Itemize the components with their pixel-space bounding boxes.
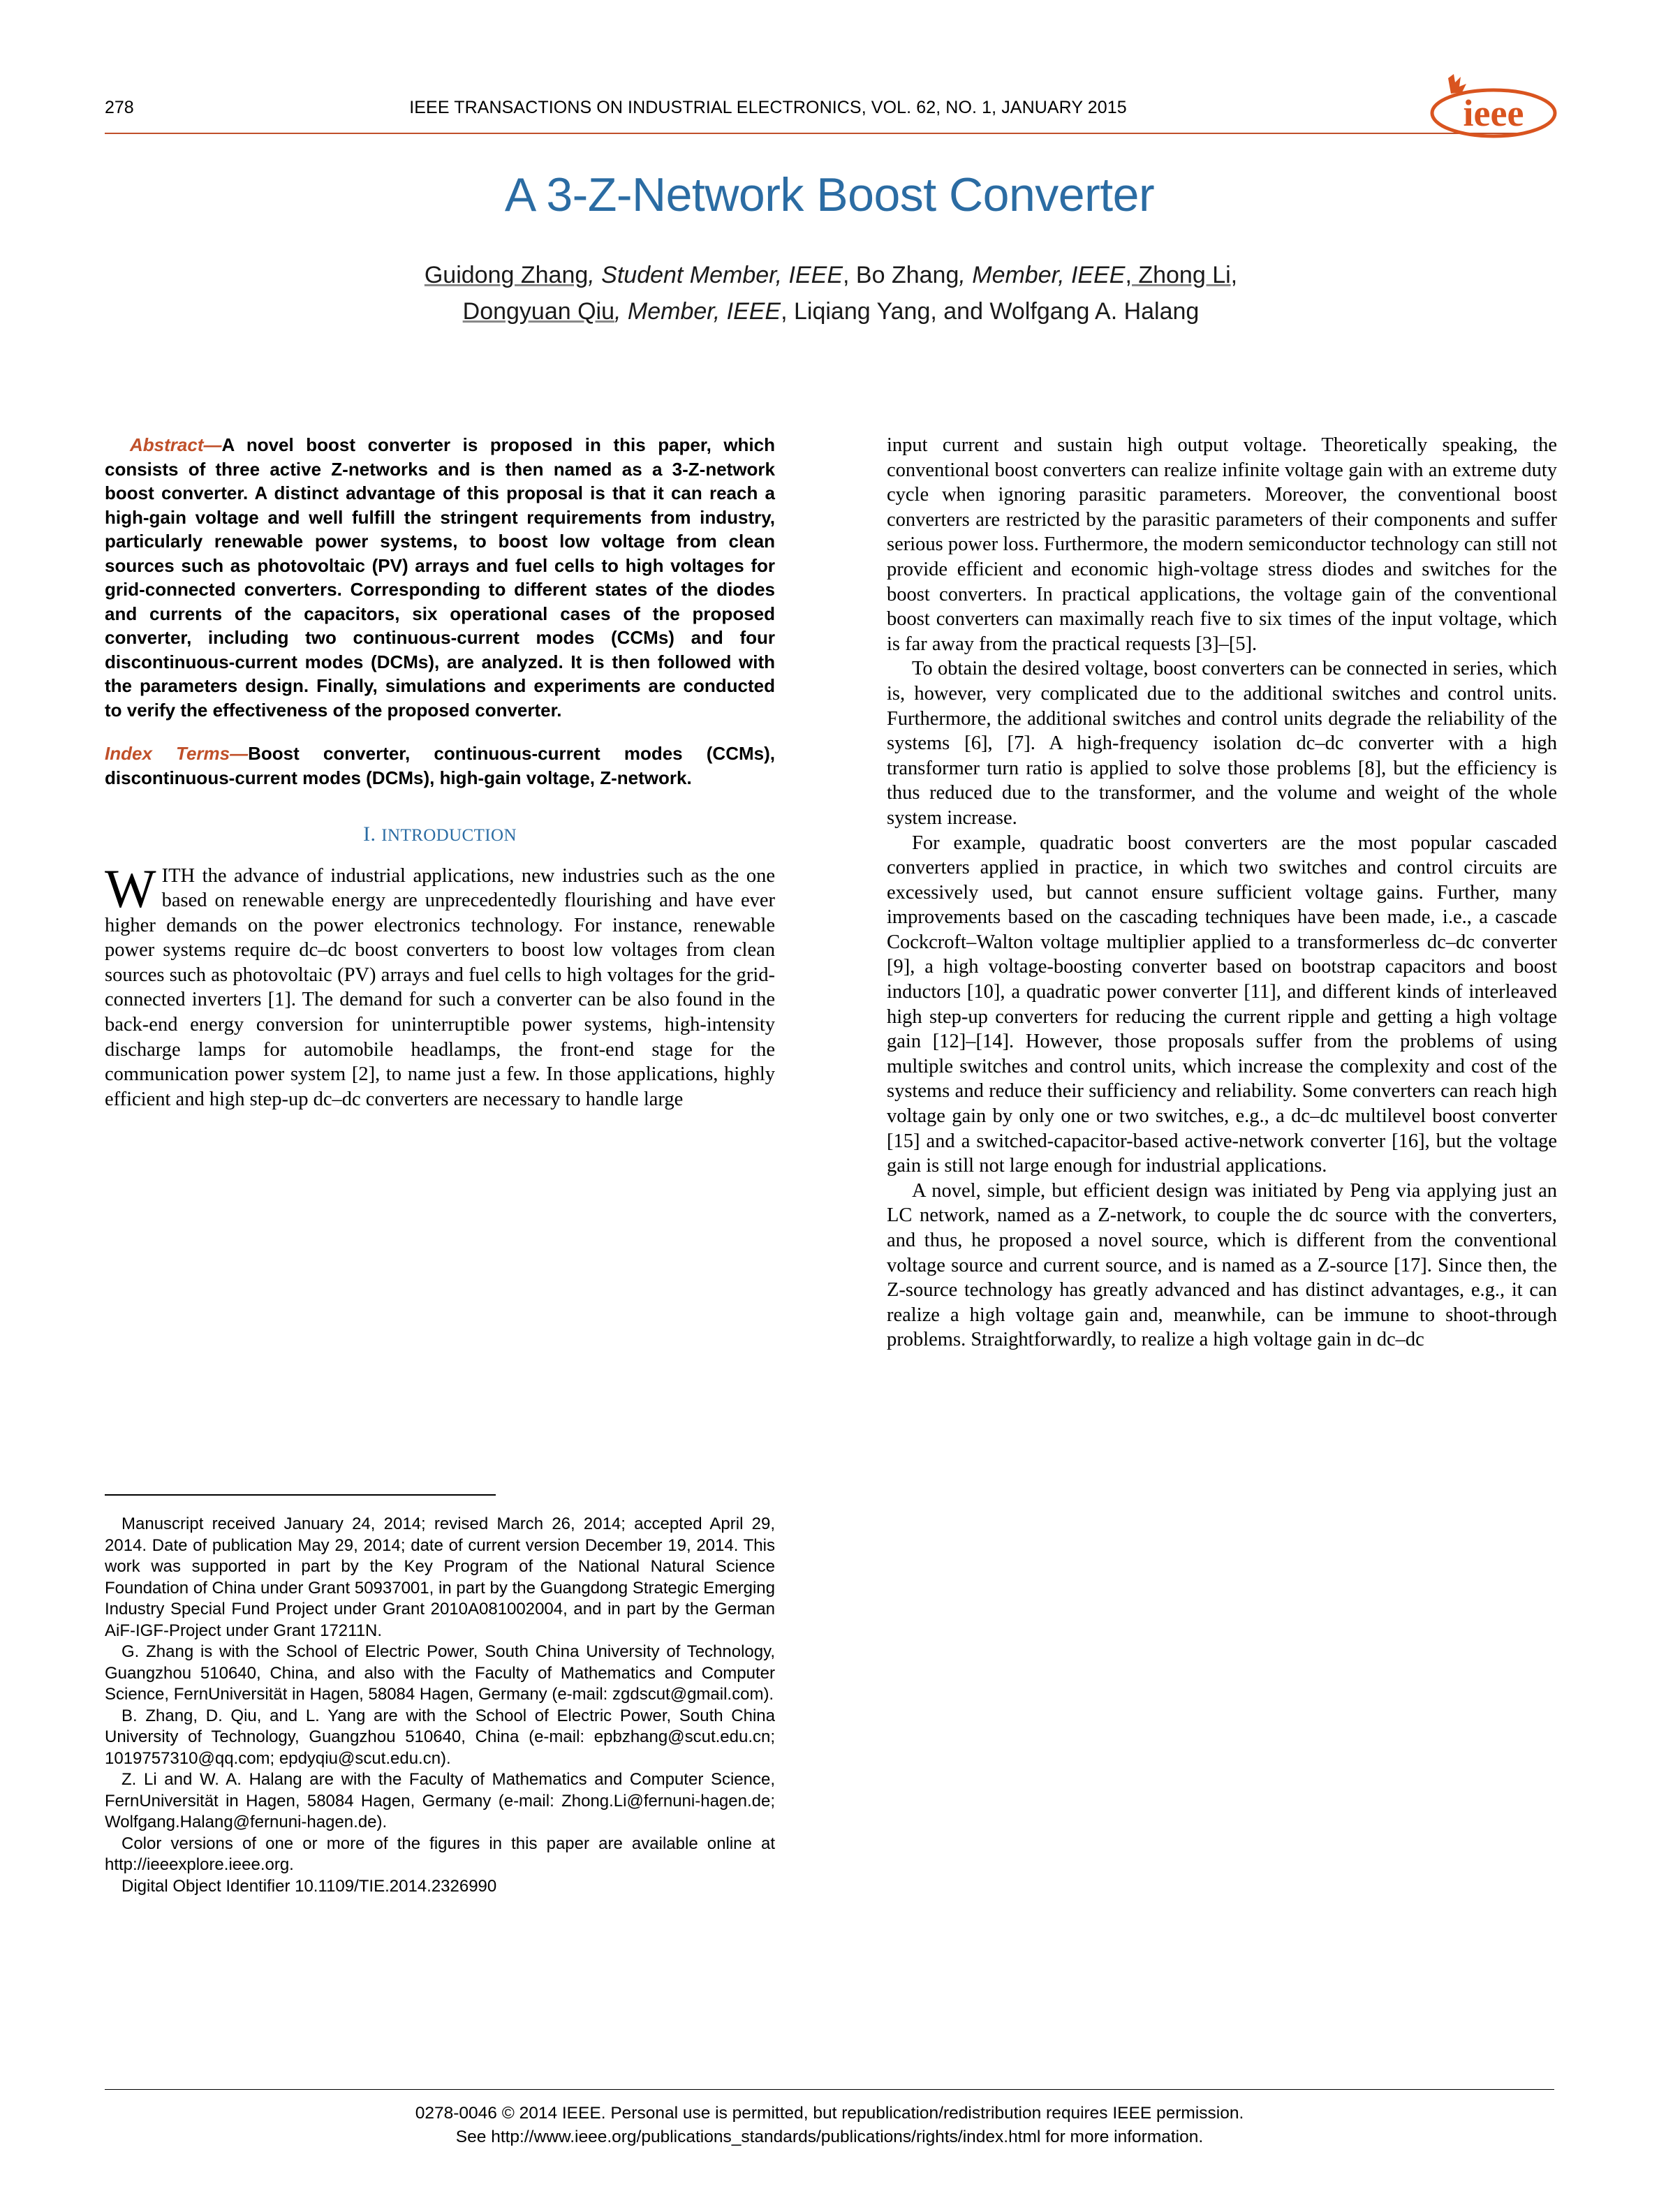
right-paragraph-3: For example, quadratic boost converters are the most popular cascaded converters applied in practice, in which two switches and control circuits are excessively used, but cannot ensure sufficient voltage gains. Further, many improvements based on the cascading techniques have been made, i.e., a cascade Cockcroft–Walton voltage multiplier applied to a transformerless dc–dc converter [9], a high voltage-boosting converter based on bootstrap capacitors and boost inductors [10], a quadratic power converter [11], and different kinds of interleaved high step-up converters for reducing the current ripple and getting a high voltage gain [12]–[14]. However, those proposals suffer from the problems of using multiple switches and control units, which increase the complexity and cost of the systems and reduce their sufficiency and reliability. Some converters can reach high voltage gain by only one or two switches, e.g., a dc–dc multilevel boost converter [15] and a switched-capacitor-based active-network converter [16], but the voltage gain is still not large enough for industrial applications.: [887, 832, 1557, 1177]
footnote-rule: [105, 1494, 496, 1496]
footer-line-2: See http://www.ieee.org/publications_standards/publications/rights/index.html for more information.: [455, 2128, 1204, 2146]
footer-line-1: 0278-0046 © 2014 IEEE. Personal use is permitted, but republication/redistribution requires IEEE permission.: [415, 2104, 1244, 2123]
running-head: [105, 89, 1554, 134]
section-heading-introduction: [105, 822, 775, 848]
ieee-logo-icon: [1427, 73, 1560, 142]
right-paragraph-4: A novel, simple, but efficient design was initiated by Peng via applying just an LC network, named as a Z-network, to couple the dc source with the converters, and thus, he proposed a novel source, which is different from the conventional voltage source and current source, and is named as a Z-source [17]. Since then, the Z-source technology has greatly advanced and has distinct advantages, e.g., it can realize a high voltage gain and, meanwhile, can be immune to shoot-through problems. Straightforwardly, to realize a high voltage gain in dc–dc: [887, 1179, 1557, 1351]
page-number: 278: [105, 98, 134, 117]
footnote-doi: Digital Object Identifier 10.1109/TIE.2014.2326990: [121, 1876, 497, 1896]
author-role-2: , Member, IEEE: [959, 262, 1126, 288]
index-terms-text: Boost converter, continuous-current modes (CCMs), discontinuous-current modes (DCMs), high-gain voltage, Z-network.: [105, 743, 775, 788]
right-paragraph-1: input current and sustain high output voltage. Theoretically speaking, the conventional boost converters can realize infinite voltage gain with an extreme duty cycle when ignoring parasitic parameters. Moreover, the conventional boost converters are restricted by the parasitic parameters of their components and suffer serious power loss. Furthermore, the modern semiconductor technology can still not provide efficient and economic high-voltage stress diodes and switches for the boost converters. In practical applications, the voltage gain of the conventional boost converters can maximally reach five to six times of the input voltage, which is far away from the practical requests [3]–[5].: [887, 434, 1557, 655]
footnote-manuscript: Manuscript received January 24, 2014; revised March 26, 2014; accepted April 29, 2014. Date of publication May 29, 2014; date of current version December 19, 2014. This work was supported in part by the Key Program of the National Natural Science Foundation of China under Grant 50937001, in part by the Guangdong Strategic Emerging Industry Special Fund Project under Grant 2010A081002004, and in part by the German AiF-IGF-Project under Grant 17211N.: [105, 1514, 775, 1640]
footnote-author-3: Z. Li and W. A. Halang are with the Faculty of Mathematics and Computer Science, FernUniversität in Hagen, 58084 Hagen, Germany (e-mail: Zhong.Li@fernuni-hagen.de; Wolfgang.Halang@fernuni-hagen.de).: [105, 1770, 775, 1831]
author-name-3: , Zhong Li: [1125, 262, 1231, 288]
abstract-text: A novel boost converter is proposed in this paper, which consists of three active Z-networks and is then named as a 3-Z-network boost converter. A distinct advantage of this proposal is that it can reach a high-gain voltage and well fulfill the stringent requirements from industry, particularly renewable power systems, to boost low voltage from clean sources such as photovoltaic (PV) arrays and fuel cells to high voltages for grid-connected converters. Corresponding to different states of the diodes and currents of the capacitors, six operational cases of the proposed converter, including two continuous-current modes (CCMs) and four discontinuous-current modes (DCMs), are analyzed. It is then followed with the parameters design. Finally, simulations and experiments are conducted to verify the effectiveness of the proposed converter.: [105, 434, 775, 721]
intro-paragraph: [105, 857, 775, 1112]
left-column: [105, 433, 775, 1112]
author-list: [182, 257, 1480, 330]
index-terms-label: Index Terms—: [105, 743, 249, 764]
paper-title: A 3-Z-Network Boost Converter: [504, 168, 1155, 221]
abstract-label: Abstract—: [130, 434, 222, 455]
author-sep-1: ,: [1230, 262, 1238, 288]
footnote-color-versions: Color versions of one or more of the figures in this paper are available online at http://ieeexplore.ieee.org.: [105, 1834, 775, 1874]
author-name-2: , Bo Zhang: [843, 262, 959, 288]
author-names-rest: , Liqiang Yang, and Wolfgang A. Halang: [781, 298, 1200, 325]
index-terms-block: [105, 742, 775, 790]
journal-title-line: IEEE TRANSACTIONS ON INDUSTRIAL ELECTRONICS, VOL. 62, NO. 1, JANUARY 2015: [409, 98, 1127, 117]
svg-text:ieee: ieee: [1463, 92, 1524, 134]
right-paragraph-2: To obtain the desired voltage, boost converters can be connected in series, which is, however, very complicated due to the additional switches and control units. Furthermore, the additional switches and control units degrade the reliability of the systems [6], [7]. A high-frequency isolation dc–dc converter with a high transformer turn ratio is applied to solve those problems [8], but the efficiency is thus reduced due to the transformer, and the volume and weight of the whole system increase.: [887, 658, 1557, 829]
section-title: INTRODUCTION: [381, 826, 517, 845]
footer-rule: [105, 2089, 1554, 2090]
author-role-1: , Student Member, IEEE: [588, 262, 843, 288]
abstract-block: [105, 433, 775, 722]
author-role-3: , Member, IEEE: [614, 298, 781, 325]
author-name-4: Dongyuan Qiu: [462, 298, 615, 325]
footnote-author-1: G. Zhang is with the School of Electric Power, South China University of Technology, Guangzhou 510640, China, and also with the Faculty of Mathematics and Computer Science, FernUniversität in Hagen, 58084 Hagen, Germany (e-mail: zgdscut@gmail.com).: [105, 1642, 775, 1704]
footnote-block: [105, 1514, 775, 1897]
right-column: [887, 433, 1557, 1352]
footnote-author-2: B. Zhang, D. Qiu, and L. Yang are with the School of Electric Power, South China University of Technology, Guangzhou 510640, China (e-mail: epbzhang@scut.edu.cn; 1019757310@qq.com; epdyqiu@scut.edu.cn).: [105, 1706, 775, 1768]
page-footer: [105, 2102, 1554, 2149]
intro-paragraph-text: ITH the advance of industrial applications, new industries such as the one based on renewable energy are unprecedentedly flourishing and have ever higher demands on the power electronics technology. For instance, renewable power systems require dc–dc boost converters to boost low voltages from clean sources such as photovoltaic (PV) arrays and fuel cells to high voltages for the grid-connected inverters [1]. The demand for such a converter can be also found in the back-end energy conversion for uninterruptible power systems, high-intensity discharge lamps for automobile headlamps, the front-end stage for the communication power system [2], to name just a few. In those applications, highly efficient and high step-up dc–dc converters are necessary to handle large: [105, 864, 775, 1110]
section-number: I.: [363, 823, 376, 846]
drop-cap: W: [105, 857, 156, 919]
header-rule: [105, 133, 1522, 134]
author-name-1: Guidong Zhang: [424, 262, 589, 288]
